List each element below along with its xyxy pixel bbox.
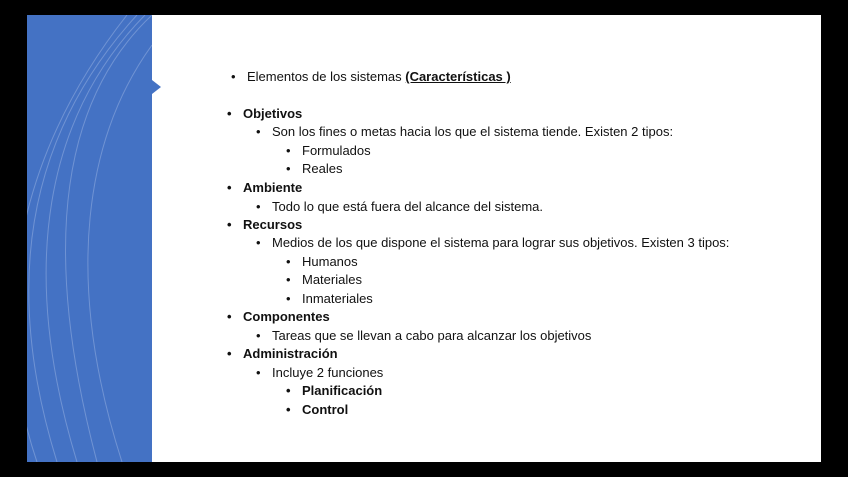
bullet-glyph: •	[227, 180, 232, 195]
list-item-ambiente	[227, 179, 302, 197]
bullet-glyph: •	[256, 365, 261, 380]
sub-item-text: Formulados	[302, 143, 371, 158]
description-text: Incluye 2 funciones	[272, 365, 384, 380]
sub-item	[286, 142, 371, 160]
sub-item	[286, 271, 362, 289]
bullet-glyph: •	[286, 161, 291, 176]
bullet-glyph: •	[286, 291, 291, 306]
item-label: Administración	[243, 346, 338, 361]
item-description	[256, 327, 591, 345]
description-text: Medios de los que dispone el sistema para lograr sus objetivos. Existen 3 tipos:	[272, 235, 730, 250]
sub-item-text: Planificación	[302, 383, 383, 398]
bullet-glyph: •	[286, 143, 291, 158]
list-item-componentes	[227, 308, 330, 326]
description-text: Todo lo que está fuera del alcance del sistema.	[272, 199, 544, 214]
item-description	[256, 364, 383, 382]
bullet-glyph: •	[286, 402, 291, 417]
bullet-glyph: •	[256, 124, 261, 139]
bullet-glyph: •	[256, 199, 261, 214]
bullet-glyph: •	[286, 272, 291, 287]
sub-item-text: Reales	[302, 161, 343, 176]
list-item-recursos	[227, 216, 302, 234]
sub-item	[286, 253, 358, 271]
slide-content	[27, 15, 821, 462]
bullet-glyph: •	[286, 254, 291, 269]
description-text: Son los fines o metas hacia los que el sistema tiende. Existen 2 tipos:	[272, 124, 674, 139]
sub-item-text: Humanos	[302, 254, 358, 269]
item-description	[256, 198, 543, 216]
bullet-glyph: •	[227, 106, 232, 121]
bullet-glyph: •	[227, 309, 232, 324]
bullet-glyph: •	[256, 328, 261, 343]
bullet-glyph: •	[227, 346, 232, 361]
sub-item	[286, 160, 342, 178]
sub-item-text: Materiales	[302, 272, 362, 287]
item-label: Ambiente	[243, 180, 303, 195]
item-label: Objetivos	[243, 106, 303, 121]
sub-item-text: Control	[302, 402, 349, 417]
item-description	[256, 234, 729, 252]
sub-item	[286, 290, 373, 308]
bullet-glyph: •	[231, 69, 236, 84]
item-description	[256, 123, 673, 141]
list-item-objetivos	[227, 105, 302, 123]
bullet-glyph: •	[286, 383, 291, 398]
slide	[27, 15, 821, 462]
item-label: Componentes	[243, 309, 330, 324]
slide-header	[231, 68, 511, 86]
header-text: Elementos de los sistemas	[247, 69, 406, 84]
header-emphasis: (Características )	[405, 69, 511, 84]
sub-item-text: Inmateriales	[302, 291, 373, 306]
bullet-glyph: •	[227, 217, 232, 232]
sub-item	[286, 382, 382, 400]
description-text: Tareas que se llevan a cabo para alcanzar los objetivos	[272, 328, 592, 343]
list-item-administracion	[227, 345, 338, 363]
item-label: Recursos	[243, 217, 303, 232]
bullet-glyph: •	[256, 235, 261, 250]
sub-item	[286, 401, 348, 419]
